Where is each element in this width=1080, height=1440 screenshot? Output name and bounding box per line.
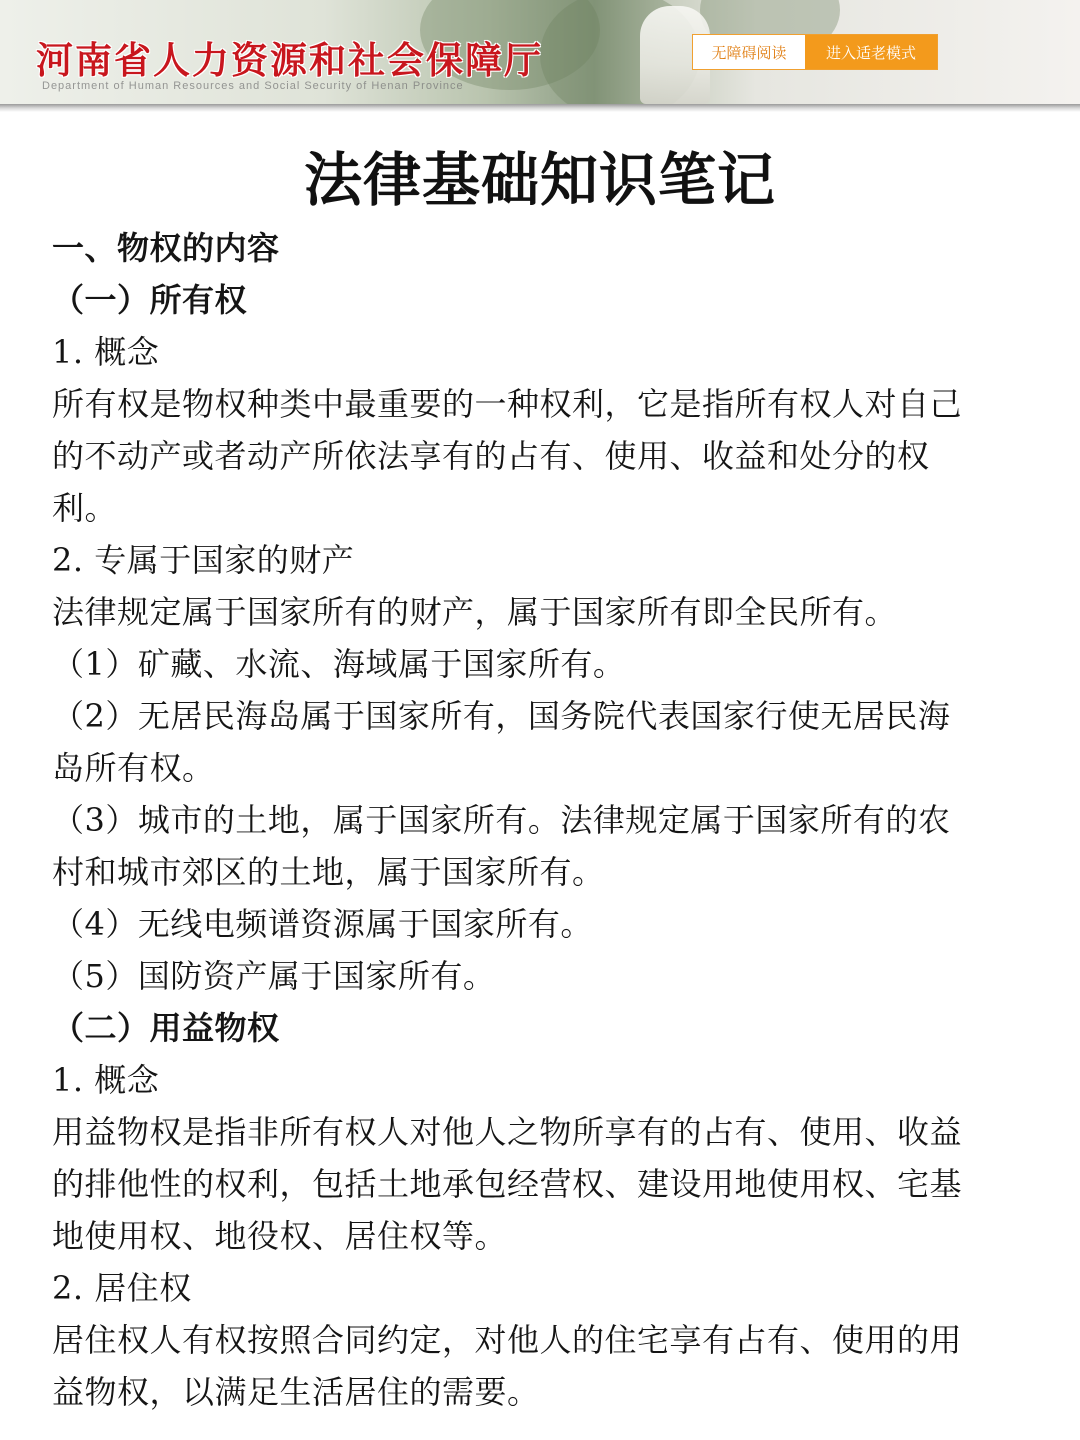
header-button-group <box>692 34 938 70</box>
list-item-continuation: 村和城市郊区的土地，属于国家所有。 <box>52 853 605 891</box>
paragraph-line: 居住权人有权按照合同约定，对他人的住宅享有占有、使用的用 <box>52 1321 963 1359</box>
paragraph-line: 益物权，以满足生活居住的需要。 <box>52 1373 540 1411</box>
list-item: （4）无线电频谱资源属于国家所有。 <box>52 905 593 943</box>
elder-mode-button[interactable]: 进入适老模式 <box>805 35 937 69</box>
list-item: （3）城市的土地，属于国家所有。法律规定属于国家所有的农 <box>52 801 951 839</box>
paragraph-line: 的不动产或者动产所依法享有的占有、使用、收益和处分的权 <box>52 437 930 475</box>
site-title[interactable]: 河南省人力资源和社会保障厅 <box>36 39 543 82</box>
paragraph-line: 的排他性的权利，包括土地承包经营权、建设用地使用权、宅基 <box>52 1165 963 1203</box>
subsection-heading: （二）用益物权 <box>52 1009 280 1047</box>
subsection-heading: （一）所有权 <box>52 281 248 319</box>
site-header-banner <box>0 0 1080 104</box>
paragraph-line: 法律规定属于国家所有的财产，属于国家所有即全民所有。 <box>52 593 898 631</box>
item-heading: 1. 概念 <box>52 333 160 371</box>
list-item: （5）国防资产属于国家所有。 <box>52 957 496 995</box>
item-heading: 2. 居住权 <box>52 1269 192 1307</box>
list-item: （2）无居民海岛属于国家所有，国务院代表国家行使无居民海 <box>52 697 951 735</box>
document-title: 法律基础知识笔记 <box>303 146 776 214</box>
item-heading: 1. 概念 <box>52 1061 160 1099</box>
list-item-continuation: 岛所有权。 <box>52 749 215 787</box>
list-item: （1）矿藏、水流、海域属于国家所有。 <box>52 645 626 683</box>
site-subtitle: Department of Human Resources and Social Security of Henan Province <box>42 80 464 92</box>
paragraph-line: 所有权是物权种类中最重要的一种权利，它是指所有权人对自己 <box>52 385 963 423</box>
section-heading: 一、物权的内容 <box>52 229 280 267</box>
paragraph-line: 用益物权是指非所有权人对他人之物所享有的占有、使用、收益 <box>52 1113 963 1151</box>
paragraph-line: 地使用权、地役权、居住权等。 <box>52 1217 508 1255</box>
item-heading: 2. 专属于国家的财产 <box>52 541 355 579</box>
accessibility-reading-button[interactable]: 无障碍阅读 <box>693 35 805 69</box>
banner-shadow <box>0 104 1080 112</box>
document-body <box>52 222 1032 1418</box>
paragraph-line: 利。 <box>52 489 118 527</box>
